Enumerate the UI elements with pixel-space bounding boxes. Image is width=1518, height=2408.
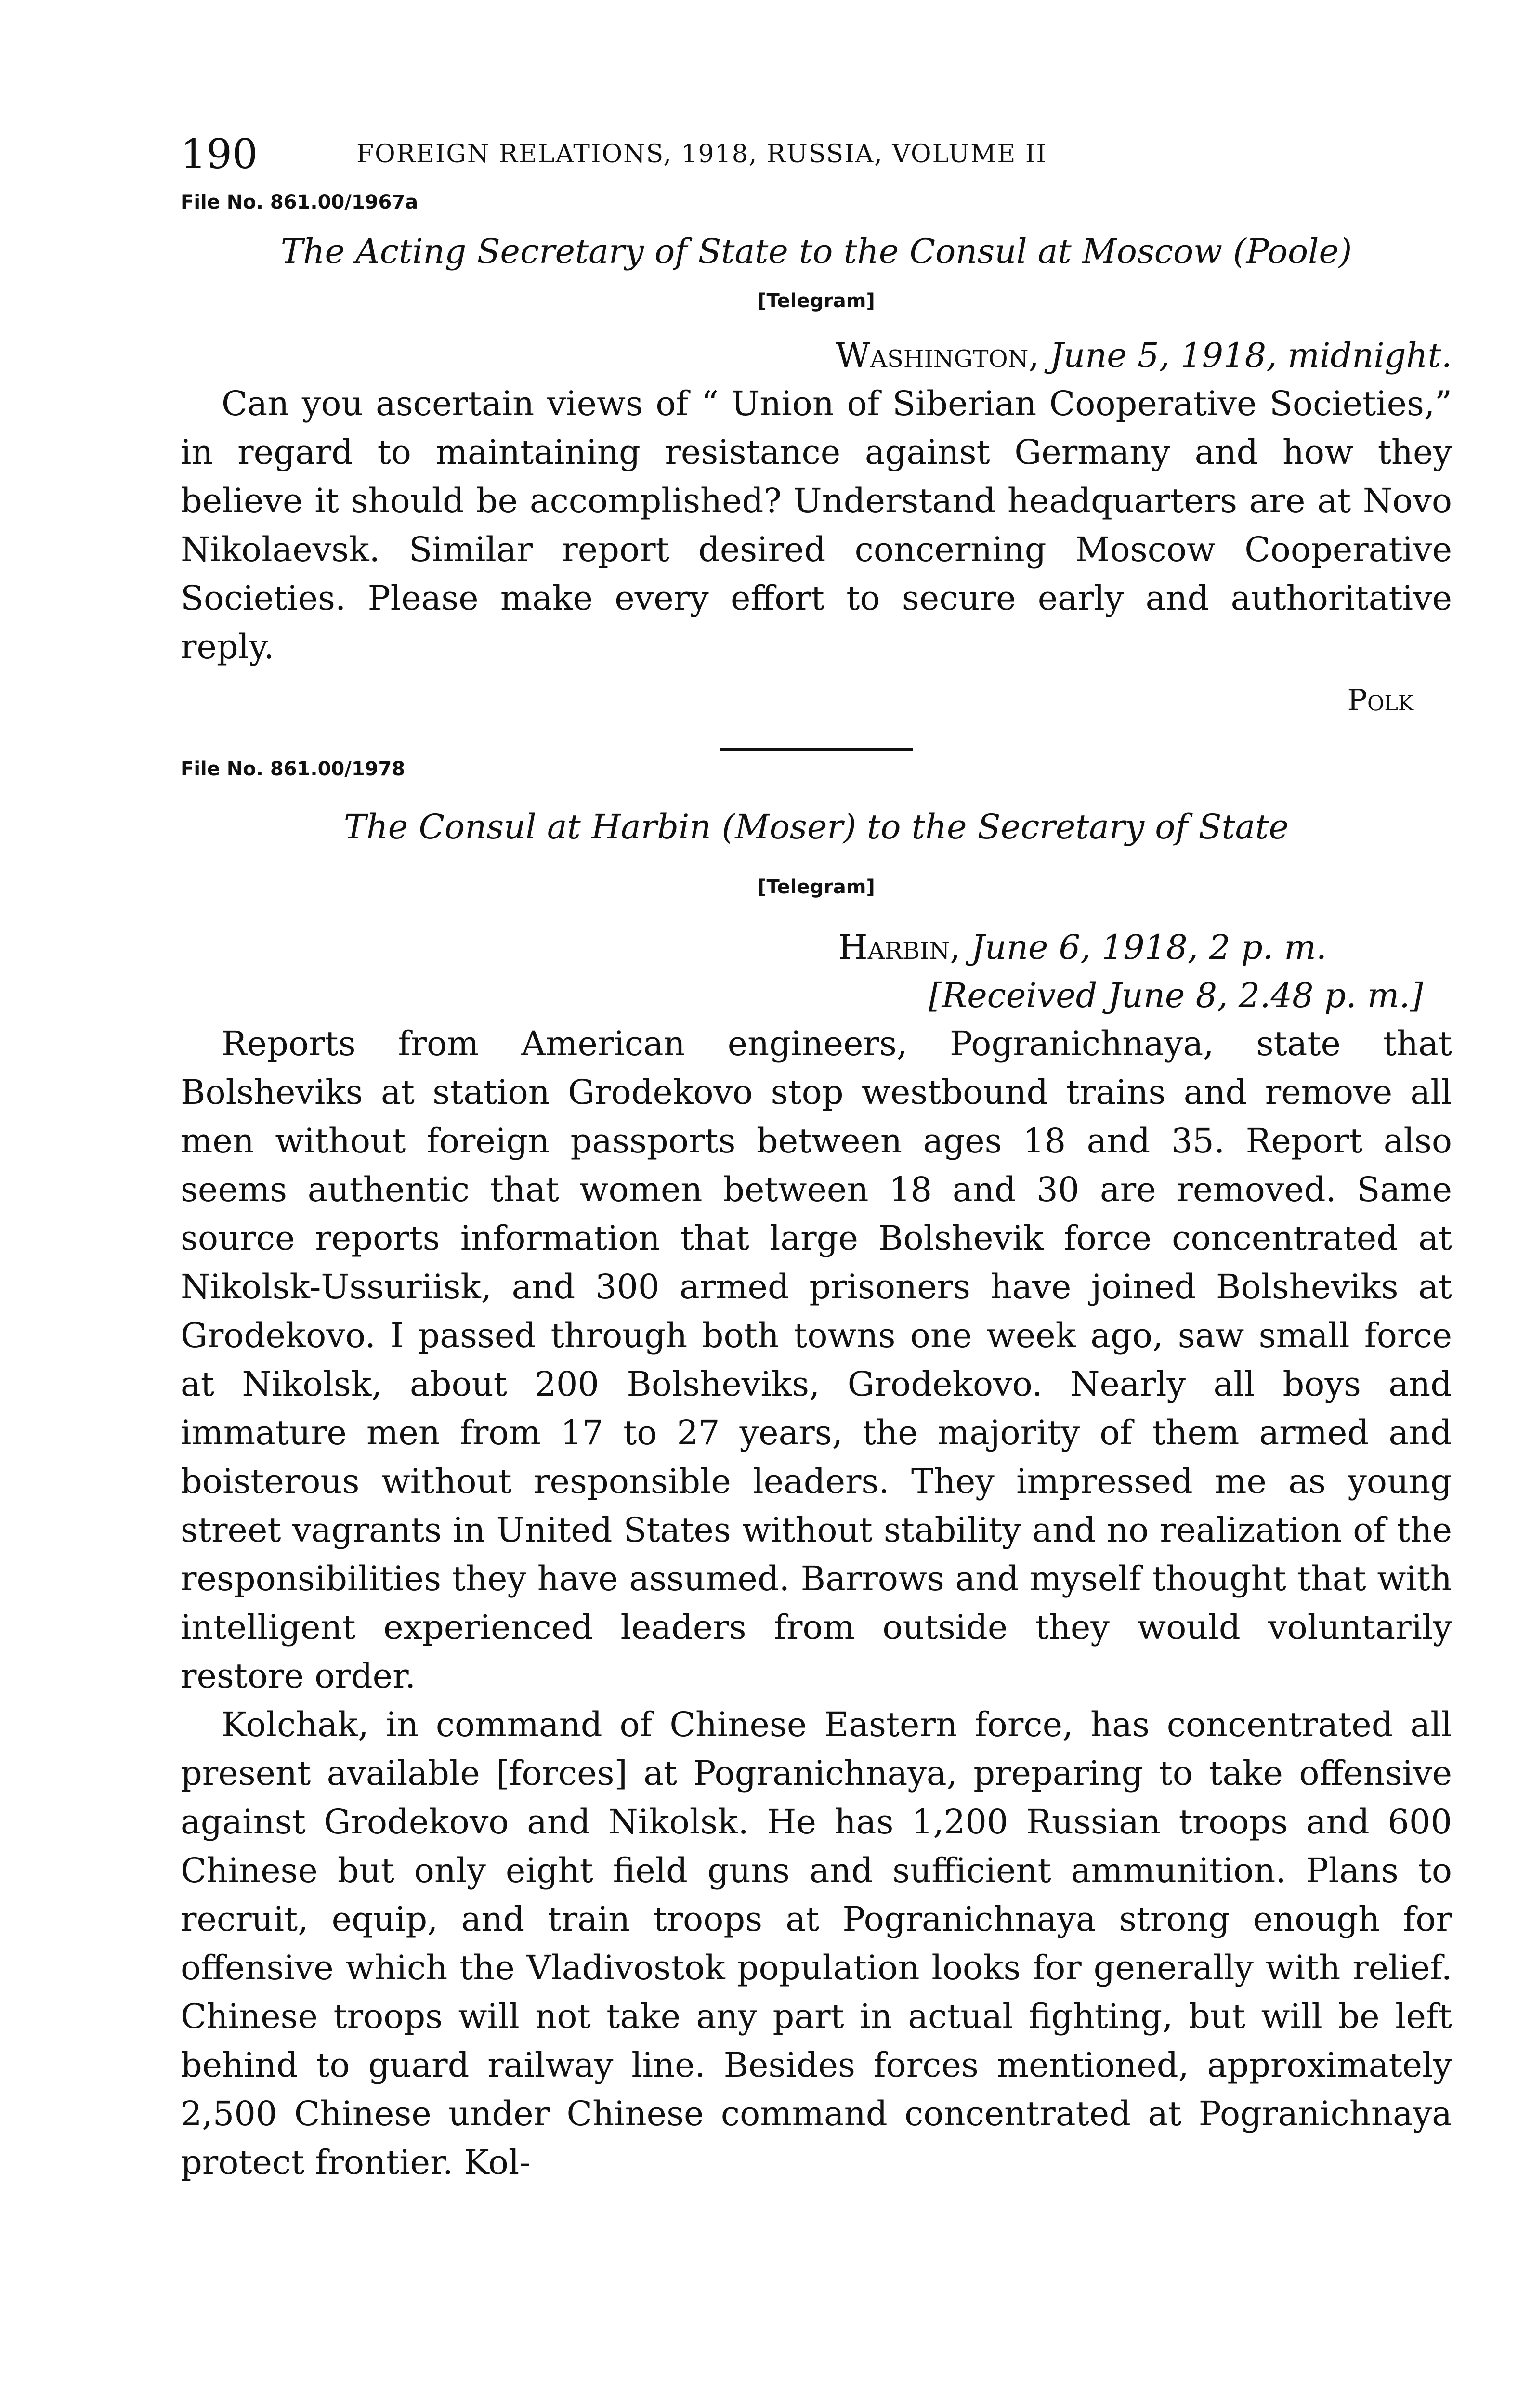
- received-date: [Received June 8, 2.48 p. m.]: [929, 976, 1423, 1015]
- file-number: File No. 861.00/1978: [181, 758, 406, 780]
- dateline-date: June 6, 1918, 2 p. m.: [971, 928, 1327, 967]
- dateline-place: Washington,: [835, 336, 1039, 375]
- document-type: [Telegram]: [758, 876, 875, 898]
- document-page: [181, 130, 1452, 2187]
- dateline: [181, 923, 1452, 971]
- document-title: The Consul at Harbin (Moser) to the Secretary of State: [344, 807, 1289, 847]
- dateline: [181, 331, 1452, 380]
- section-divider: [720, 748, 913, 751]
- document-type: [Telegram]: [758, 290, 875, 312]
- document-title: The Acting Secretary of State to the Consul at Moscow (Poole): [280, 232, 1352, 271]
- running-title: FOREIGN RELATIONS, 1918, RUSSIA, VOLUME II: [356, 140, 1047, 169]
- running-head: [181, 130, 1452, 193]
- body-paragraph: Reports from American engineers, Pogranichnaya, state that Bolsheviks at station Grodekovo stop westbound trains and remove all men without foreign passports between ages 18 and 35. Report also seems authentic that women between 18 and 30 are removed. Same source reports information that large Bolshevik force concentrated at Nikolsk-Ussuriisk, and 300 armed prisoners have joined Bolsheviks at Grodekovo. I passed through both towns one week ago, saw small force at Nikolsk, about 200 Bolsheviks, Grodekovo. Nearly all boys and immature men from 17 to 27 years, the majority of them armed and boisterous without responsible leaders. They impressed me as young street vagrants in United States without stability and no realization of the responsibilities they have assumed. Barrows and myself thought that with intelligent experienced leaders from outside they would voluntarily restore order.: [181, 1024, 1452, 1696]
- file-number: File No. 861.00/1967a: [181, 191, 419, 213]
- document-2: [181, 755, 1452, 2187]
- body-paragraph: Can you ascertain views of “ Union of Siberian Cooperative Societies,” in regard to maintaining resistance against Germany and how they believe it should be accomplished? Understand headquarters are at Novo Nikolaevsk. Similar report desired concerning Moscow Cooperative Societies. Please make every effort to secure early and authoritative reply.: [181, 384, 1452, 667]
- page-number: 190: [181, 131, 258, 178]
- signature: Polk: [1347, 682, 1413, 718]
- body-paragraph: Kolchak, in command of Chinese Eastern force, has concentrated all present available [forces] at Pogranichnaya, preparing to take offensive against Grodekovo and Nikolsk. He has 1,200 Russian troops and 600 Chinese but only eight field guns and sufficient ammunition. Plans to recruit, equip, and train troops at Pogranichnaya strong enough for offensive which the Vladivostok population looks for generally with relief. Chinese troops will not take any part in actual fighting, but will be left behind to guard railway line. Besides forces mentioned, approximately 2,500 Chinese under Chinese command concentrated at Pogranichnaya protect frontier. Kol-: [181, 1705, 1452, 2182]
- dateline-place: Harbin,: [838, 928, 961, 967]
- dateline-date: June 5, 1918, midnight.: [1050, 336, 1452, 375]
- document-1: [181, 188, 1452, 724]
